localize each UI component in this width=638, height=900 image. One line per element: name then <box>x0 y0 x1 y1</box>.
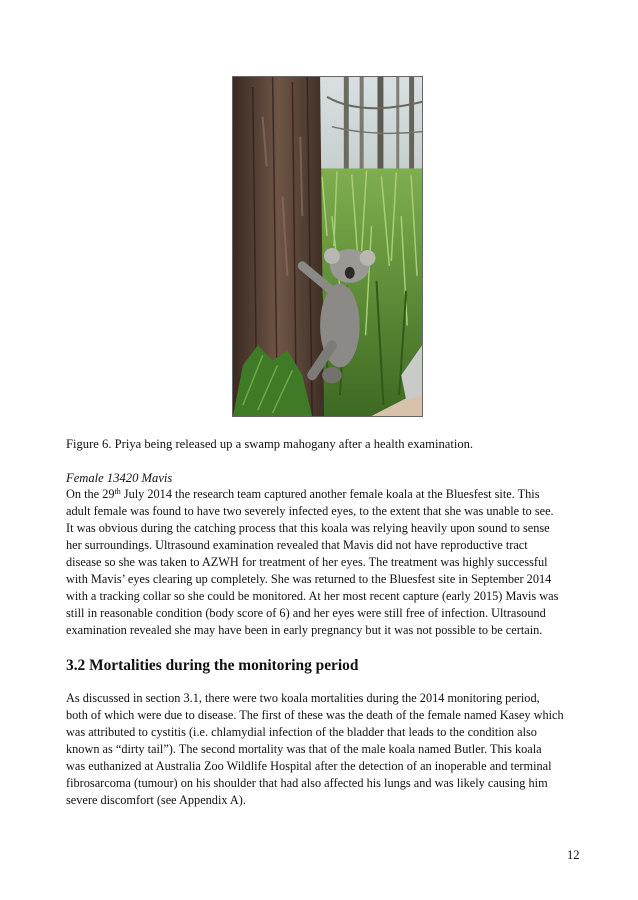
line-text: July 2014 the research team captured another female koala at the Bluesfest site. This <box>120 487 540 501</box>
case-subheading: Female 13420 Mavis <box>66 471 173 485</box>
section-paragraph <box>66 690 596 809</box>
paragraph-line: was attributed to cystitis (i.e. chlamydial infection of the bladder that leads to the condition also <box>66 725 537 740</box>
paragraph-line: known as “dirty tail”). The second mortality was that of the male koala named Butler. This koala <box>66 742 542 757</box>
paragraph-line: with a tracking collar so she could be monitored. At her most recent capture (early 2015) Mavis was <box>66 589 559 604</box>
paragraph-line: her surroundings. Ultrasound examination revealed that Mavis did not have reproductive tract <box>66 538 528 553</box>
paragraph-line: As discussed in section 3.1, there were two koala mortalities during the 2014 monitoring period, <box>66 691 540 705</box>
paragraph-line <box>66 486 596 503</box>
paragraph-line: It was obvious during the catching process that this koala was relying heavily upon sound to sense <box>66 521 550 536</box>
paragraph-line: disease so she was taken to AZWH for treatment of her eyes. The treatment was highly successful <box>66 555 548 570</box>
paragraph-line: severe discomfort (see Appendix A). <box>66 793 246 808</box>
koala-photo <box>232 76 423 417</box>
date-text: On the 29 <box>66 487 115 501</box>
paragraph-line: with Mavis’ eyes clearing up completely. She was returned to the Bluesfest site in September 2014 <box>66 572 552 587</box>
paragraph-line: examination revealed she may have been in early pregnancy but it was not possible to be certain. <box>66 623 543 638</box>
paragraph-line: still in reasonable condition (body score of 6) and her eyes were still free of infection. Ultrasound <box>66 606 546 621</box>
page-number: 12 <box>567 848 580 862</box>
paragraph-line: both of which were due to disease. The first of these was the death of the female named Kasey which <box>66 708 564 723</box>
ordinal-superscript: th <box>114 487 121 496</box>
case-paragraph <box>66 486 596 639</box>
paragraph-line: adult female was found to have two severely infected eyes, to the extent that she was unable to see. <box>66 504 554 519</box>
paragraph-line: was euthanized at Australia Zoo Wildlife Hospital after the detection of an inoperable and terminal <box>66 759 552 774</box>
koala-on-tree-illustration <box>233 77 422 416</box>
figure-caption: Figure 6. Priya being released up a swamp mahogany after a health examination. <box>66 437 474 451</box>
paragraph-line: fibrosarcoma (tumour) on his shoulder that had also affected his lungs and was likely causing him <box>66 776 548 791</box>
section-heading: 3.2 Mortalities during the monitoring period <box>66 657 359 674</box>
